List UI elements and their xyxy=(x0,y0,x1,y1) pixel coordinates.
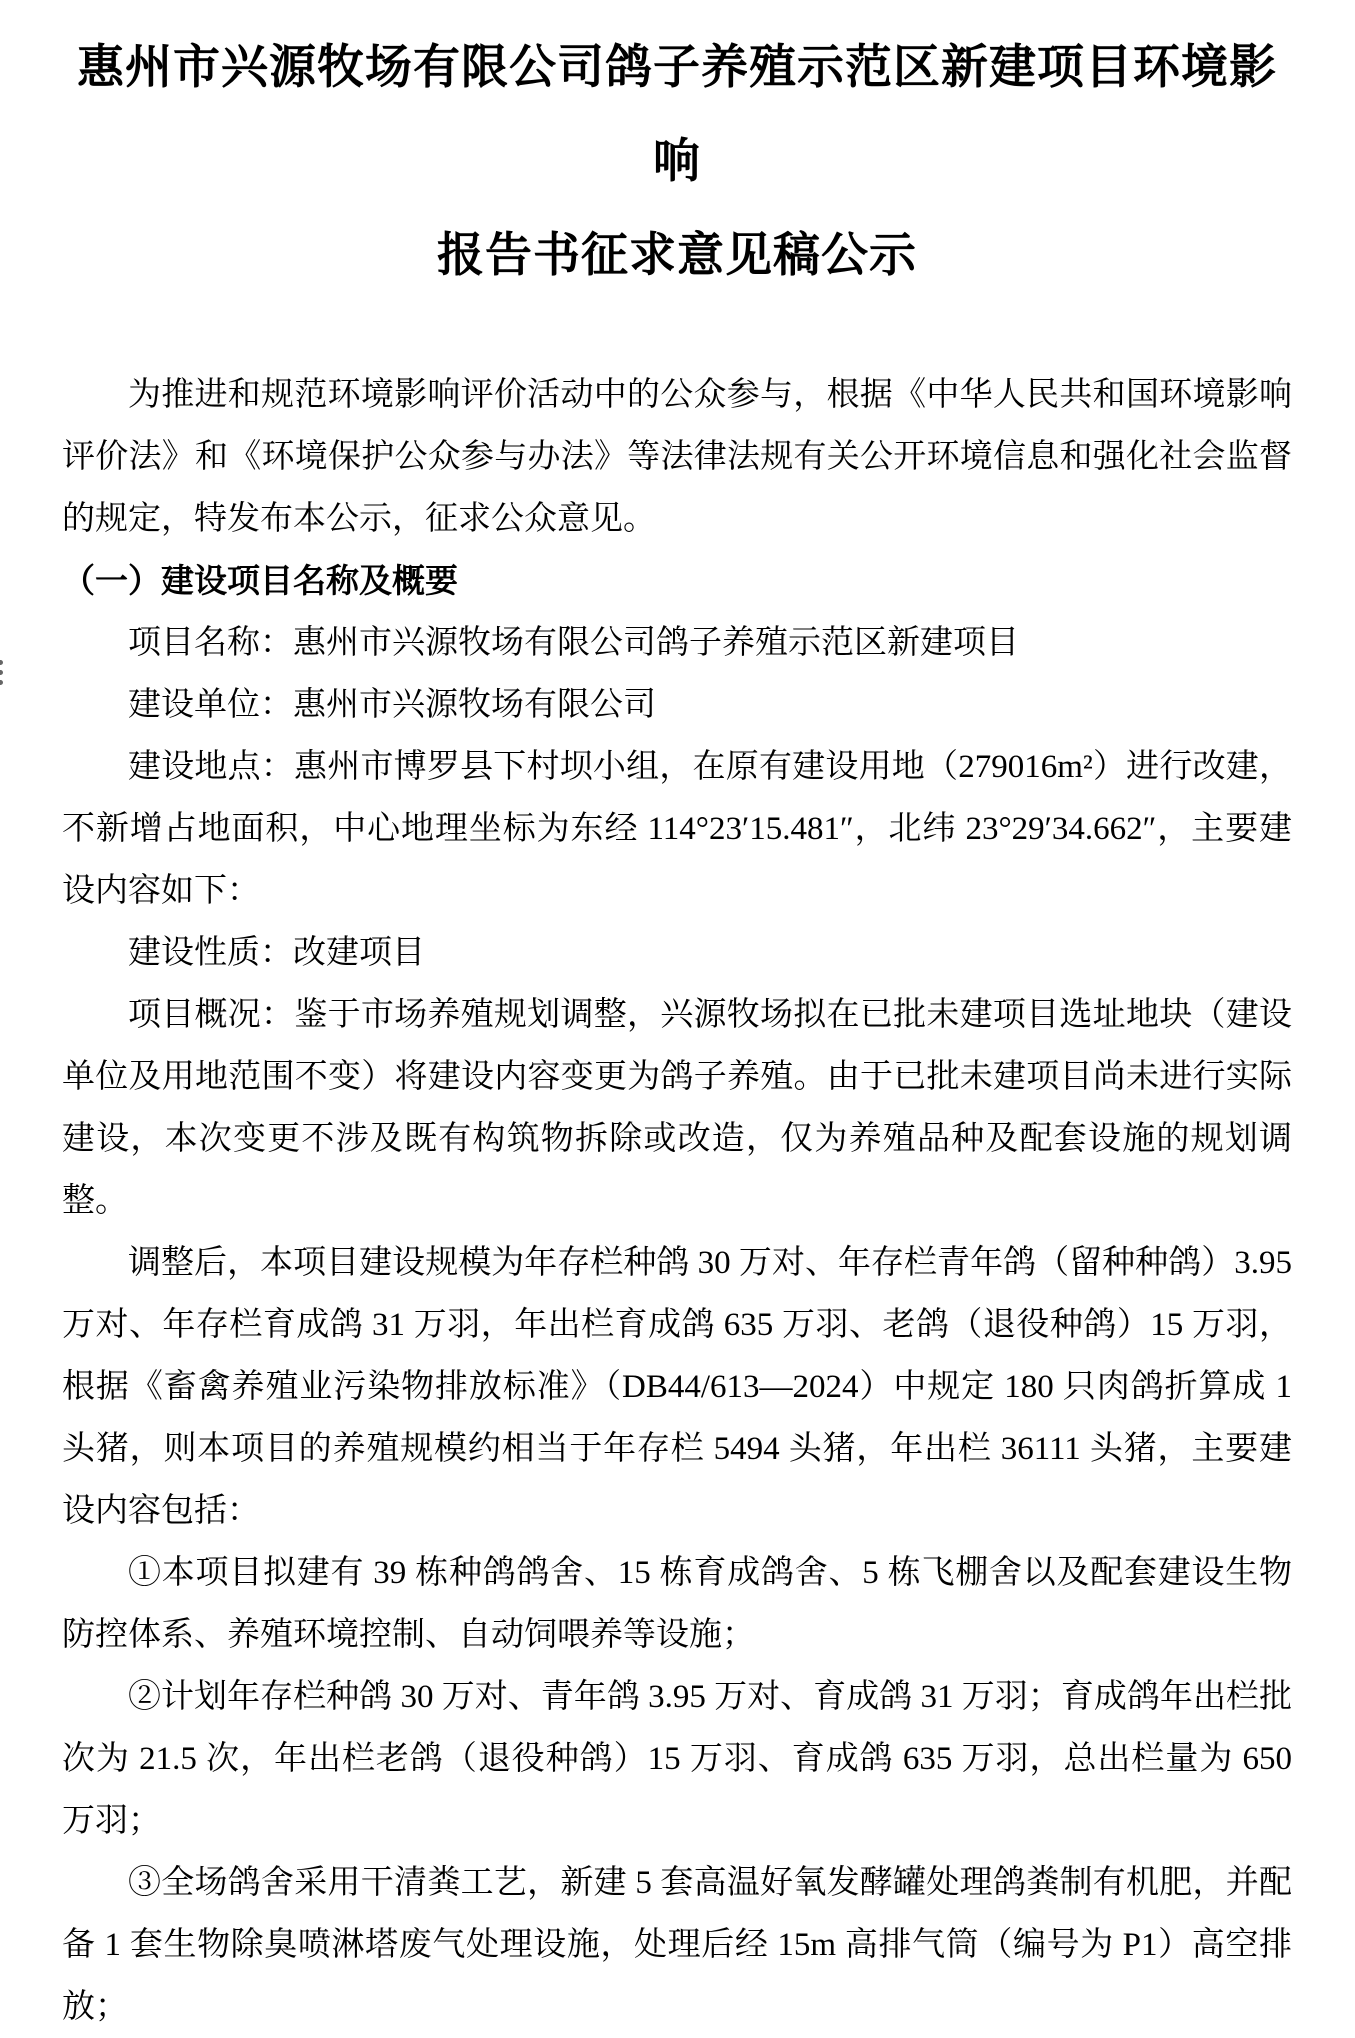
construction-unit-paragraph: 建设单位：惠州市兴源牧场有限公司 xyxy=(128,687,656,723)
document-body xyxy=(62,364,1292,2038)
section-1-heading: （一）建设项目名称及概要 xyxy=(62,562,458,599)
project-overview-paragraph: 项目概况：鉴于市场养殖规划调整，兴源牧场拟在已批未建项目选址地块（建设单位及用地范围不变）将建设内容变更为鸽子养殖。由于已批未建项目尚未进行实际建设，本次变更不涉及既有构筑物拆除或改造，仅为养殖品种及配套设施的规划调整。 xyxy=(62,997,1292,1219)
construction-site-paragraph: 建设地点：惠州市博罗县下村坝小组，在原有建设用地（279016m²）进行改建，不新增占地面积，中心地理坐标为东经 114°23′15.481″，北纬 23°29′34.662″，主要建设内容如下： xyxy=(62,749,1292,909)
dot xyxy=(0,660,3,665)
vertical-dots-icon[interactable] xyxy=(0,660,6,685)
item-3-paragraph: ③全场鸽舍采用干清粪工艺，新建 5 套高温好氧发酵罐处理鸽粪制有机肥，并配备 1 套生物除臭喷淋塔废气处理设施，处理后经 15m 高排气筒（编号为 P1）高空排放； xyxy=(62,1865,1292,2025)
dot xyxy=(0,670,3,675)
item-2-paragraph: ②计划年存栏种鸽 30 万对、青年鸽 3.95 万对、育成鸽 31 万羽；育成鸽年出栏批次为 21.5 次，年出栏老鸽（退役种鸽）15 万羽、育成鸽 635 万羽，总出栏量为 650 万羽； xyxy=(62,1679,1292,1839)
document-title xyxy=(62,20,1292,302)
dot xyxy=(0,680,3,685)
item-1-paragraph: ①本项目拟建有 39 栋种鸽鸽舍、15 栋育成鸽舍、5 栋飞棚舍以及配套建设生物防控体系、养殖环境控制、自动饲喂养等设施； xyxy=(62,1555,1292,1653)
intro-paragraph: 为推进和规范环境影响评价活动中的公众参与，根据《中华人民共和国环境影响评价法》和《环境保护公众参与办法》等法律法规有关公开环境信息和强化社会监督的规定，特发布本公示，征求公众意见。 xyxy=(62,377,1292,537)
project-name-paragraph: 项目名称：惠州市兴源牧场有限公司鸽子养殖示范区新建项目 xyxy=(128,625,1019,661)
title-line-2: 报告书征求意见稿公示 xyxy=(437,228,917,281)
scale-adjustment-paragraph: 调整后，本项目建设规模为年存栏种鸽 30 万对、年存栏青年鸽（留种种鸽）3.95 万对、年存栏育成鸽 31 万羽，年出栏育成鸽 635 万羽、老鸽（退役种鸽）15 万羽，根据《畜禽养殖业污染物排放标准》（DB44/613—2024）中规定 180 只肉鸽折算成 1 头猪，则本项目的养殖规模约相当于年存栏 5494 头猪，年出栏 36111 头猪，主要建设内容包括： xyxy=(62,1245,1292,1529)
construction-nature-paragraph: 建设性质：改建项目 xyxy=(128,935,425,971)
title-line-1: 惠州市兴源牧场有限公司鸽子养殖示范区新建项目环境影响 xyxy=(77,40,1277,187)
